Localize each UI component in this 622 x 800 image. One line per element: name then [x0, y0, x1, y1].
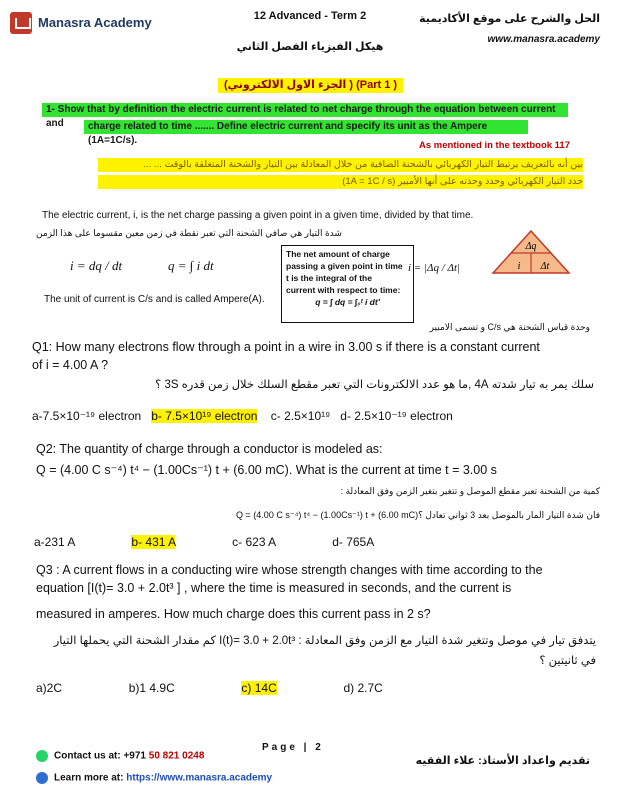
equation-current: i = dq / dt: [70, 258, 123, 273]
q1-option-b[interactable]: b- 7.5×10¹⁹ electron: [151, 409, 258, 423]
q2-option-d[interactable]: d- 765A: [332, 535, 375, 549]
q2-options: [34, 535, 374, 549]
equation-charge-integral: q = ∫ i dt: [168, 258, 214, 273]
q3-line-3: measured in amperes. How much charge does this current pass in 2 s?: [36, 607, 431, 621]
contact-label: Contact us at: +971: [54, 750, 149, 762]
q1-option-c[interactable]: c- 2.5×10¹⁹: [270, 409, 331, 423]
q2-option-a[interactable]: a-231 A: [34, 535, 75, 549]
page-number: Page | 2: [262, 742, 324, 753]
tri-left-label: i: [517, 261, 521, 272]
tri-top-label: Δq: [525, 241, 537, 252]
integral-note-box: [281, 245, 414, 323]
q3-option-d[interactable]: d) 2.7C: [343, 681, 383, 695]
box-line: t is the integral of the: [286, 273, 372, 283]
q3-ar-1: يتدفق تيار في موصل وتتغير شدة التيار مع الزمن وفق المعادلة : I(t)= 3.0 + 2.0t³ كم مقدار الشحنة التي يحملها التيار: [53, 635, 596, 647]
footer-url-link[interactable]: https://www.manasra.academy: [126, 772, 273, 784]
intro-ar-1: بين أنه بالتعريف يرتبط التيار الكهربائي بالشحنة الصافية من خلال المعادلة بين التيار والشحنة المتعلقة بالوقت ... ...: [98, 158, 583, 172]
tri-right-label: Δt: [540, 261, 550, 272]
q3-line-1: Q3 : A current flows in a conducting wire whose strength changes with time according to the: [36, 563, 543, 577]
definition-text: The electric current, i, is the net charge passing a given point in a given time, divided by that time.: [42, 210, 474, 221]
whatsapp-icon: [36, 750, 48, 762]
box-line: The net amount of charge: [286, 249, 390, 259]
teacher-credit-ar: تقديم واعداد الأستاذ: علاء الفقيه: [415, 755, 590, 767]
unit-ar: وحدة قياس الشحنة هي C/s و تسمى الامبير: [429, 322, 590, 332]
q2-ar-1: كمية من الشحنة تعبر مقطع الموصل و تتغير بتغير الزمن وفق المعادلة :: [340, 486, 600, 496]
intro-line-1: 1- Show that by definition the electric current is related to net charge through the equation between current and: [42, 103, 568, 117]
q1-ar: سلك يمر به تيار شدته 4A ,ما هو عدد الالكترونات التي تعبر مقطع السلك خلال زمن قدره 3S ؟: [155, 379, 594, 391]
q3-options: [36, 681, 383, 695]
course-subtitle-ar: هيكل الفيزياء الفصل الثاني: [236, 41, 384, 53]
part-title: (الجزء الاول الالكتروني ) (Part 1 ): [218, 78, 403, 93]
q3-ar-2: في ثانيتين ؟: [539, 655, 596, 667]
q2-option-b[interactable]: b- 431 A: [131, 535, 176, 549]
q2-line-2: Q = (4.00 C s⁻⁴) t⁴ − (1.00Cs⁻¹) t + (6.00 mC). What is the current at time t = 3.00 s: [36, 463, 497, 477]
q3-option-c[interactable]: c) 14C: [241, 681, 277, 695]
learn-line: [36, 772, 272, 784]
contact-phone[interactable]: 50 821 0248: [148, 750, 205, 762]
course-title: 12 Advanced - Term 2: [253, 10, 367, 22]
q3-option-a[interactable]: a)2C: [36, 681, 63, 695]
unit-text: The unit of current is C/s and is called Ampere(A).: [44, 294, 265, 305]
q1-option-d[interactable]: d- 2.5×10⁻¹⁹ electron: [340, 409, 453, 423]
contact-line: [36, 750, 204, 762]
intro-line-2: charge related to time ....... Define electric current and specify its unit as the Ampere (1A=1C/s).: [84, 120, 528, 134]
header-right-ar: الحل والشرح على موقع الأكاديمية: [419, 13, 600, 25]
box-line: passing a given point in time: [286, 261, 403, 271]
q1-line-1: Q1: How many electrons flow through a point in a wire in 3.00 s if there is a constant current: [32, 340, 540, 354]
learn-label: Learn more at:: [54, 772, 127, 784]
q1-option-a[interactable]: a-7.5×10⁻¹⁹ electron: [32, 409, 142, 423]
q1-options: [32, 409, 453, 423]
brand-name: Manasra Academy: [38, 15, 152, 30]
web-icon: [36, 772, 48, 784]
q3-line-2: equation [I(t)= 3.0 + 2.0t³ ] , where the time is measured in seconds, and the current is: [36, 581, 512, 595]
charge-triangle-diagram: [491, 229, 571, 275]
textbook-reference: As mentioned in the textbook 117: [419, 140, 570, 151]
q1-line-2: of i = 4.00 A ?: [32, 358, 109, 372]
abs-equation: i = |Δq / Δt|: [408, 262, 461, 274]
intro-ar-2: حدد التيار الكهربائي وحدد وحدته على أنها الأمبير (1A = 1C / s): [98, 175, 583, 189]
box-line: q = ∫ dq = ∫₀ᵗ i dt′: [315, 297, 380, 307]
q3-option-b[interactable]: b)1 4.9C: [128, 681, 175, 695]
academy-logo-icon: [10, 12, 32, 34]
definition-ar: شدة التيار هي صافي الشحنة التي تعبر نقطة في زمن معين مقسوما على هذا الزمن: [36, 228, 342, 238]
q2-ar-2: فان شدة التيار المار بالموصل بعد 3 ثواني تعادل ؟Q = (4.00 C s⁻⁴) t⁴ − (1.00Cs⁻¹) t + (6.00 mC): [236, 510, 600, 520]
q2-line-1: Q2: The quantity of charge through a conductor is modeled as:: [36, 442, 383, 456]
q2-option-c[interactable]: c- 623 A: [232, 535, 276, 549]
box-line: current with respect to time:: [286, 285, 401, 295]
header-site-link[interactable]: www.manasra.academy: [487, 34, 600, 45]
